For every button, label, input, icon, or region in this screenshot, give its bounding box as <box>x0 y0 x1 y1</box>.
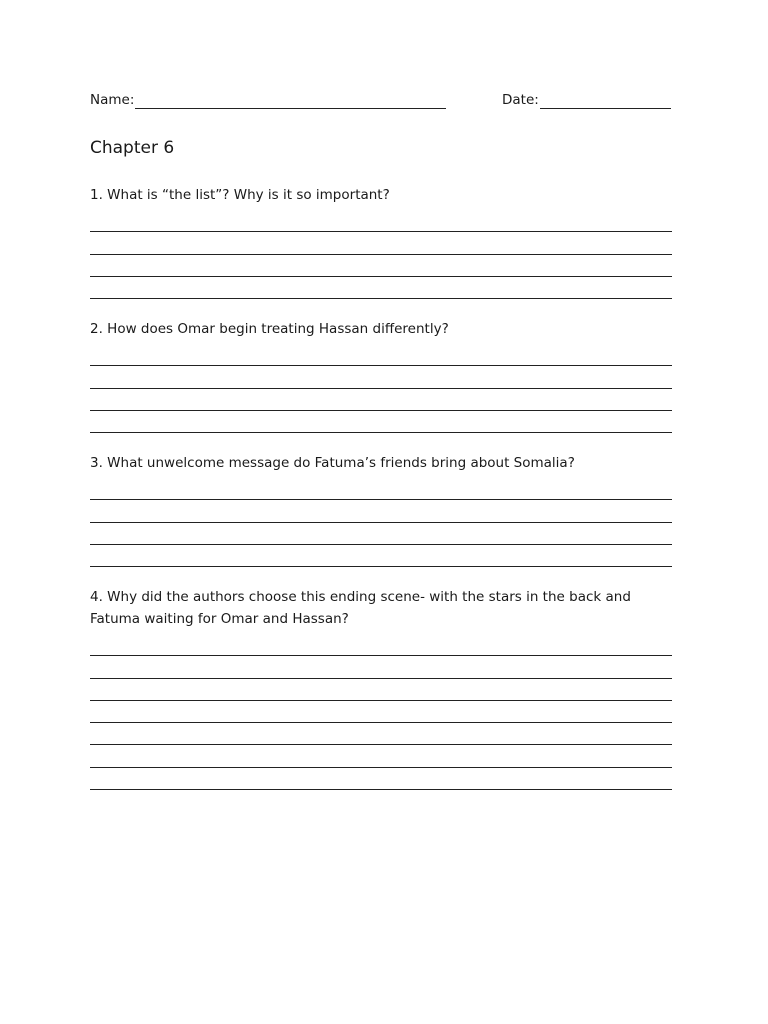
answer-line[interactable] <box>90 500 672 522</box>
question-block-4 <box>90 586 672 790</box>
name-label: Name: <box>90 92 135 108</box>
date-label: Date: <box>502 92 539 108</box>
answer-line[interactable] <box>90 768 672 790</box>
name-field-line[interactable] <box>135 108 446 109</box>
answer-line[interactable] <box>90 701 672 723</box>
question-block-3 <box>90 452 672 567</box>
answer-lines <box>90 478 672 567</box>
answer-line[interactable] <box>90 344 672 366</box>
answer-line[interactable] <box>90 478 672 500</box>
answer-line[interactable] <box>90 255 672 277</box>
question-text: 3. What unwelcome message do Fatuma’s friends bring about Somalia? <box>90 455 575 471</box>
question-text: 1. What is “the list”? Why is it so important? <box>90 187 390 203</box>
header-row <box>90 92 672 112</box>
answer-line[interactable] <box>90 523 672 545</box>
answer-lines <box>90 634 672 790</box>
answer-line[interactable] <box>90 634 672 656</box>
chapter-title: Chapter 6 <box>90 138 175 158</box>
answer-line[interactable] <box>90 745 672 767</box>
question-block-1 <box>90 184 672 299</box>
answer-line[interactable] <box>90 210 672 232</box>
question-text: 2. How does Omar begin treating Hassan differently? <box>90 321 449 337</box>
answer-line[interactable] <box>90 656 672 678</box>
date-field-line[interactable] <box>540 108 671 109</box>
answer-line[interactable] <box>90 277 672 299</box>
answer-lines <box>90 344 672 433</box>
answer-line[interactable] <box>90 366 672 388</box>
answer-line[interactable] <box>90 411 672 433</box>
question-block-2 <box>90 318 672 433</box>
answer-lines <box>90 210 672 299</box>
question-text: 4. Why did the authors choose this ending scene- with the stars in the back and Fatuma waiting for Omar and Hassan? <box>90 589 631 627</box>
answer-line[interactable] <box>90 679 672 701</box>
answer-line[interactable] <box>90 389 672 411</box>
answer-line[interactable] <box>90 723 672 745</box>
answer-line[interactable] <box>90 232 672 254</box>
answer-line[interactable] <box>90 545 672 567</box>
